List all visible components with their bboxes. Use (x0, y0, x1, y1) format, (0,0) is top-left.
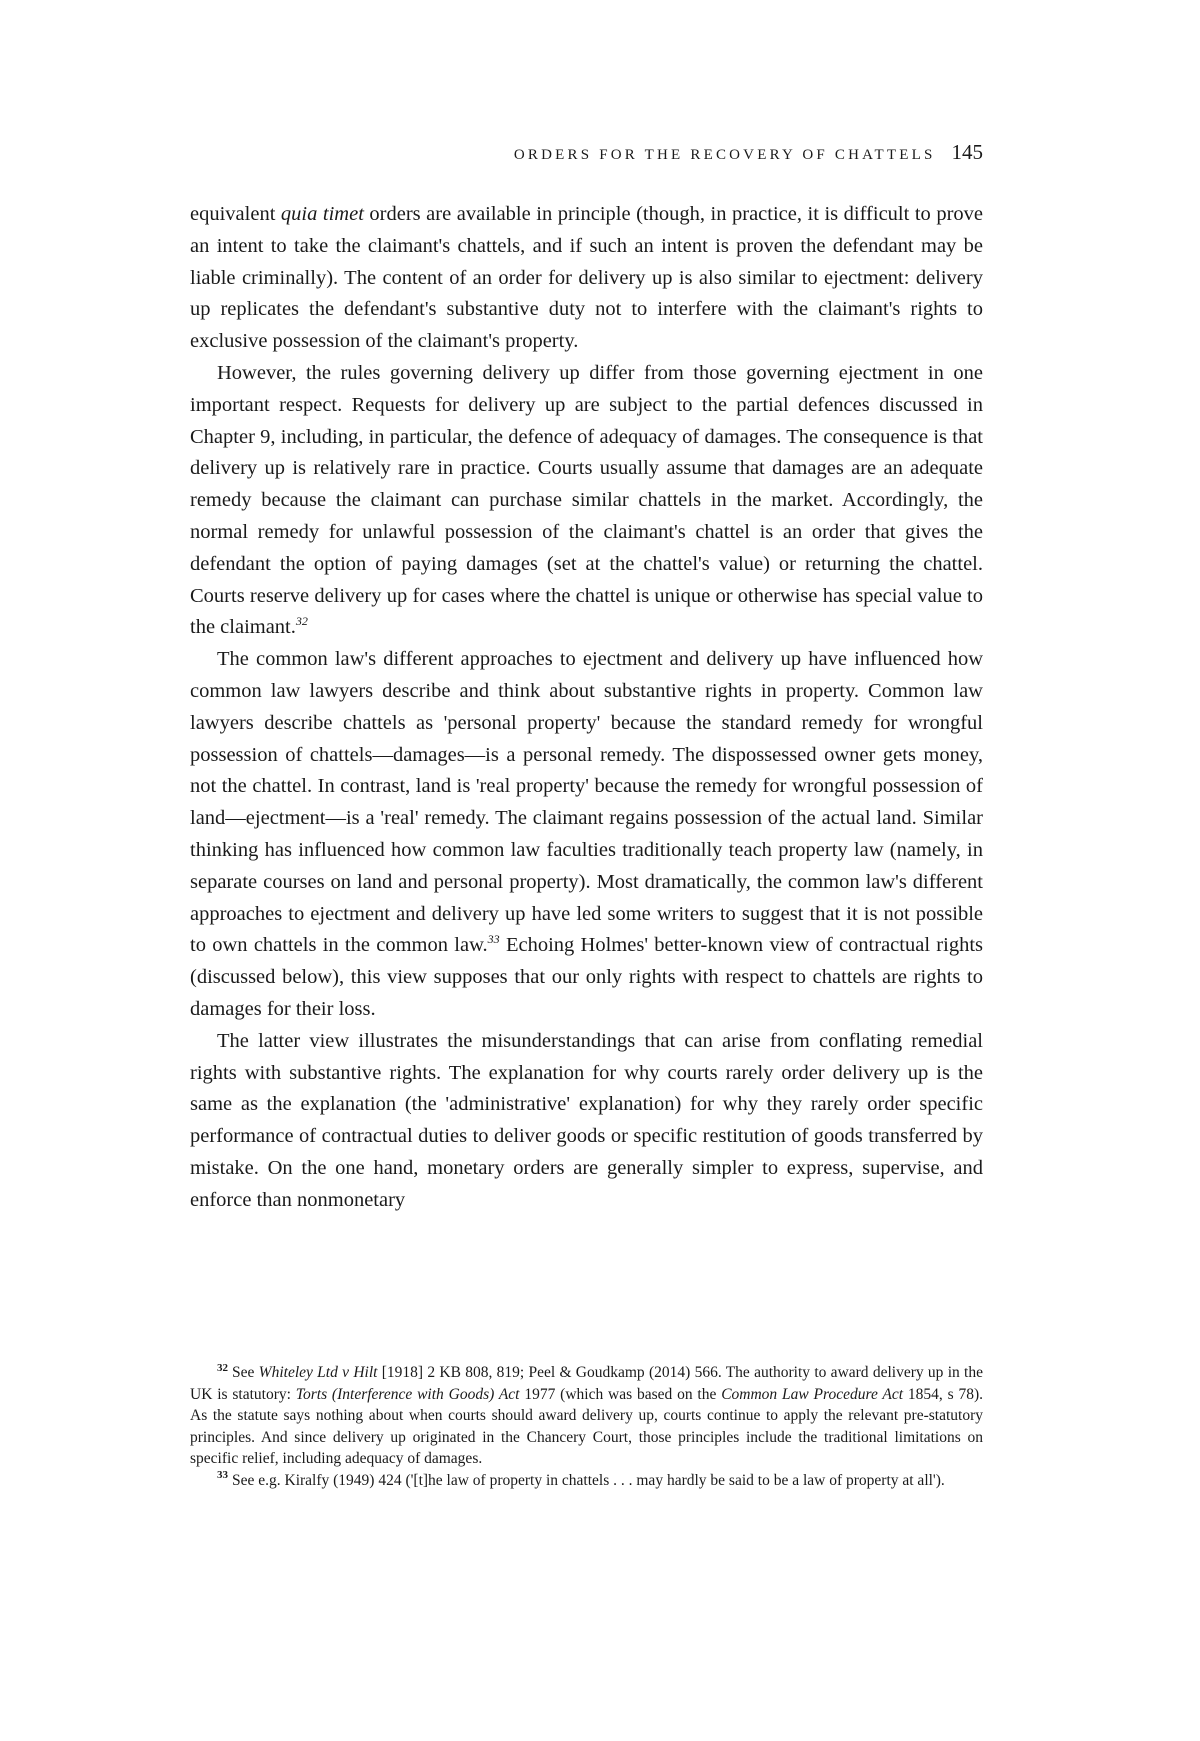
body-text (190, 199, 983, 1217)
footnote-reference-33[interactable]: 33 (487, 932, 500, 947)
chapter-running-title: ORDERS FOR THE RECOVERY OF CHATTELS (513, 147, 936, 163)
footnote-number: 32 (217, 1361, 228, 1374)
page-number: 145 (951, 140, 983, 164)
footnote-reference-32[interactable]: 32 (295, 614, 308, 629)
latin-term: quia timet (280, 203, 364, 225)
case-name: Whiteley Ltd v Hilt (258, 1364, 378, 1381)
footnote-32: $^{32}$ See Whiteley Ltd v Hilt [1918] 2 KB 808, 819; Peel & Goudkamp (2014) 566. The authority to award delivery up in the UK is statutory: Torts (Interference with Goods) Act 1977 (which was based on the Common Law Procedure Act 1854, s 78). As the statute says nothing about when courts should award delivery up, courts continue to apply the relevant pre-statutory principles. And since delivery up originated in the Chancery Court, those principles include the traditional limitations on specific relief, including adequacy of damages. (190, 1361, 983, 1467)
paragraph-3: The common law's different approaches to ejectment and delivery up have influenced how common law lawyers describe and think about substantive rights in property. Common law lawyers describe chattels as 'personal property' because the standard remedy for wrongful possession of chattels—damages—is a personal remedy. The dispossessed owner gets money, not the chattel. In contrast, land is 'real property' because the remedy for wrongful possession of land—ejectment—is a 'real' remedy. The claimant regains possession of the actual land. Similar thinking has influenced how common law faculties traditionally teach property law (namely, in separate courses on land and personal property). Most dramatically, the common law's different approaches to ejectment and delivery up have led some writers to suggest that it is not possible to own chattels in the common law.$^{33}$ Echoing Holmes' better-known view of contractual rights (discussed below), this view supposes that our only rights with respect to chattels are rights to damages for their loss. (190, 648, 983, 1020)
paragraph-2: However, the rules governing delivery up differ from those governing ejectment in one important respect. Requests for delivery up are subject to the partial defences discussed in Chapter 9, including, in particular, the defence of adequacy of damages. The consequence is that delivery up is relatively rare in practice. Courts usually assume that damages are an adequate remedy because the claimant can purchase similar chattels in the market. Accordingly, the normal remedy for unlawful possession of the claimant's chattel is an order that gives the defendant the option of paying damages (set at the chattel's value) or returning the chattel. Courts reserve delivery up for cases where the chattel is unique or otherwise has special value to the claimant.$^{32}$ (190, 361, 983, 639)
statute-name: Torts (Interference with Goods) Act (295, 1385, 520, 1403)
footnotes (190, 1362, 983, 1491)
footnote-33: $^{33}$ See e.g. Kiralfy (1949) 424 ('[t]he law of property in chattels . . . may hardly be said to be a law of property at all'). (217, 1469, 945, 1489)
statute-name: Common Law Procedure Act (721, 1385, 904, 1403)
running-head (190, 141, 983, 166)
paragraph-4: The latter view illustrates the misunderstandings that can arise from conflating remedial rights with substantive rights. The explanation for why courts rarely order delivery up is the same as the explanation (the 'administrative' explanation) for why they rarely order specific performance of contractual duties to deliver goods or specific restitution of goods transferred by mistake. On the one hand, monetary orders are generally simpler to express, supervise, and enforce than nonmonetary (190, 1029, 983, 1211)
paragraph-1: equivalent quia timet orders are available in principle (though, in practice, it is difficult to prove an intent to take the claimant's chattels, and if such an intent is proven the defendant may be liable criminally). The content of an order for delivery up is also similar to ejectment: delivery up replicates the defendant's substantive duty not to interfere with the claimant's rights to exclusive possession of the claimant's property. (190, 203, 983, 353)
footnote-number: 33 (217, 1469, 228, 1482)
